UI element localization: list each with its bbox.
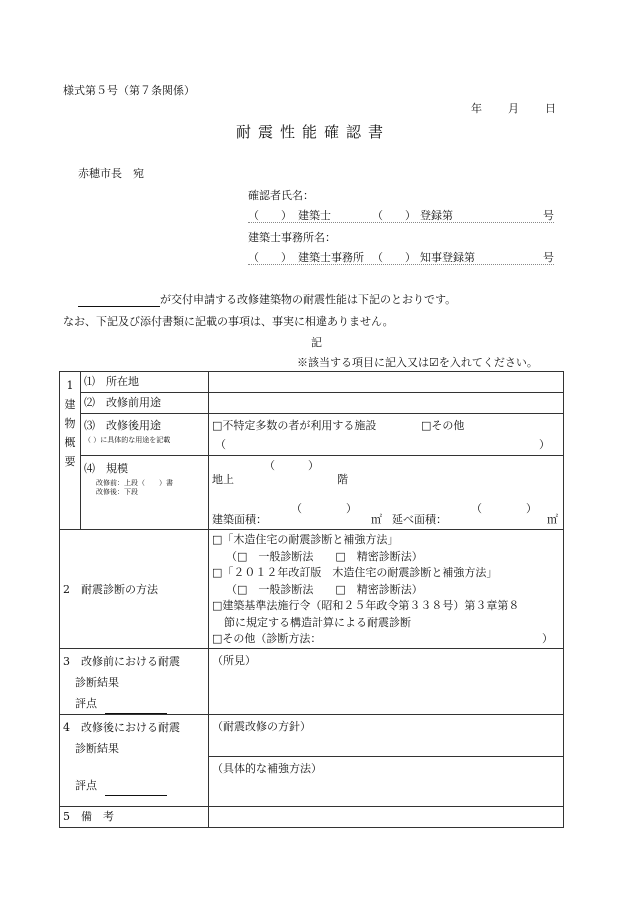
scale-cell <box>81 456 209 530</box>
section1-label: 1 建 物 概 要 <box>60 372 81 530</box>
option-other-use[interactable]: □その他 <box>421 419 465 432</box>
floor-label: 階 <box>337 473 348 486</box>
after-use-paren-close: ） <box>539 438 550 451</box>
after-use-note: （ ）に具体的な用途を記載 <box>84 436 171 444</box>
office-reg: 知事登録第 <box>420 251 475 264</box>
date-month: 月 <box>508 102 519 115</box>
scale-note-after: 改修後：下段 <box>96 488 138 496</box>
office-line2-rule <box>248 264 554 265</box>
floors-before-paren[interactable]: （ ） <box>264 459 319 472</box>
building-area-label: 建築面積： <box>212 513 267 526</box>
method-structural-calc-a[interactable]: □建築基準法施行令（昭和２５年政令第３３８号）第３章第８ <box>212 599 520 612</box>
method-2012-revised[interactable]: □「２０１２年改訂版 木造住宅の耐震診断と補強方法」 <box>212 566 498 579</box>
total-area-unit: ㎡ <box>547 513 558 526</box>
confirmer-line1-paren1: （ ） <box>248 209 292 222</box>
method-wooden-house-sub[interactable]: （□ 一般診断法 □ 精密診断法） <box>226 549 423 563</box>
after-use-paren-open: （ <box>215 438 226 451</box>
confirmer-line1-paren2: （ ） <box>372 209 416 222</box>
section4-score: 評点 <box>63 775 205 796</box>
ki-label: 記 <box>311 336 322 349</box>
confirmer-reg: 登録第 <box>420 209 453 222</box>
building-area-unit: ㎡ <box>371 513 382 526</box>
building-area-before-paren[interactable]: （ ） <box>291 502 357 515</box>
office-no: 号 <box>543 251 554 264</box>
option-unspecified-facility[interactable]: □不特定多数の者が利用する施設 <box>212 419 377 432</box>
section5-field[interactable] <box>209 806 564 827</box>
scale-note-before: 改修前：上段（ ）書 <box>96 479 173 487</box>
addressee: 赤穂市長 宛 <box>78 167 144 180</box>
ground-label: 地上 <box>212 473 234 486</box>
section3-label: 3 改修前における耐震 診断結果 評点 <box>60 648 209 714</box>
location-label: ⑴ 所在地 <box>81 372 209 393</box>
page-title: 耐震性能確認書 <box>236 123 391 141</box>
section4-score-blank[interactable] <box>105 783 167 796</box>
confirmation-table <box>59 371 564 828</box>
body-line2: なお、下記及び添付書類に記載の事項は、事実に相違ありません。 <box>63 315 394 328</box>
section3-score: 評点 <box>63 693 205 714</box>
location-field[interactable] <box>209 372 564 393</box>
after-use-field <box>209 414 564 456</box>
office-line2-paren2: （ ） <box>372 251 416 264</box>
before-use-field[interactable] <box>209 393 564 414</box>
confirmer-no: 号 <box>543 209 554 222</box>
section4-policy[interactable]: （耐震改修の方針） <box>209 714 564 756</box>
method-structural-calc-b: 節に規定する構造計算による耐震診断 <box>224 615 411 629</box>
date-day: 日 <box>545 102 556 115</box>
date-year: 年 <box>471 102 482 115</box>
scale-field <box>209 456 564 530</box>
section2-label: 2 耐震診断の方法 <box>60 530 209 649</box>
method-other[interactable]: □その他（診断方法： ） <box>212 632 553 645</box>
total-area-before-paren[interactable]: （ ） <box>471 502 537 515</box>
section5-label: 5 備 考 <box>60 806 209 827</box>
total-area-label: 延べ面積： <box>392 513 447 526</box>
section3-score-blank[interactable] <box>105 701 167 714</box>
office-label: 建築士事務所 <box>298 251 364 264</box>
scale-label: ⑷ 規模 <box>84 462 128 475</box>
applicant-blank[interactable] <box>78 294 160 307</box>
section4-label: 4 改修後における耐震 診断結果 評点 <box>60 714 209 806</box>
after-use-cell <box>81 414 209 456</box>
method-2012-revised-sub[interactable]: （□ 一般診断法 □ 精密診断法） <box>226 582 423 596</box>
form-number: 様式第５号（第７条関係） <box>63 84 195 97</box>
check-note: ※該当する項目に記入又は☑を入れてください。 <box>297 356 538 369</box>
confirmer-line1-rule <box>248 222 554 223</box>
section2-methods <box>209 530 564 649</box>
office-line2-paren1: （ ） <box>248 251 292 264</box>
body-line1: が交付申請する改修建築物の耐震性能は下記のとおりです。 <box>78 291 456 307</box>
confirmer-name-label: 確認者氏名： <box>248 189 314 202</box>
office-name-label: 建築士事務所名： <box>248 231 336 244</box>
after-use-label: ⑶ 改修後用途 <box>84 419 161 432</box>
confirmer-architect: 建築士 <box>298 209 331 222</box>
method-wooden-house[interactable]: □「木造住宅の耐震診断と補強方法」 <box>212 533 399 546</box>
section3-remark[interactable]: （所見） <box>209 648 564 714</box>
before-use-label: ⑵ 改修前用途 <box>81 393 209 414</box>
section4-method[interactable]: （具体的な補強方法） <box>209 756 564 806</box>
